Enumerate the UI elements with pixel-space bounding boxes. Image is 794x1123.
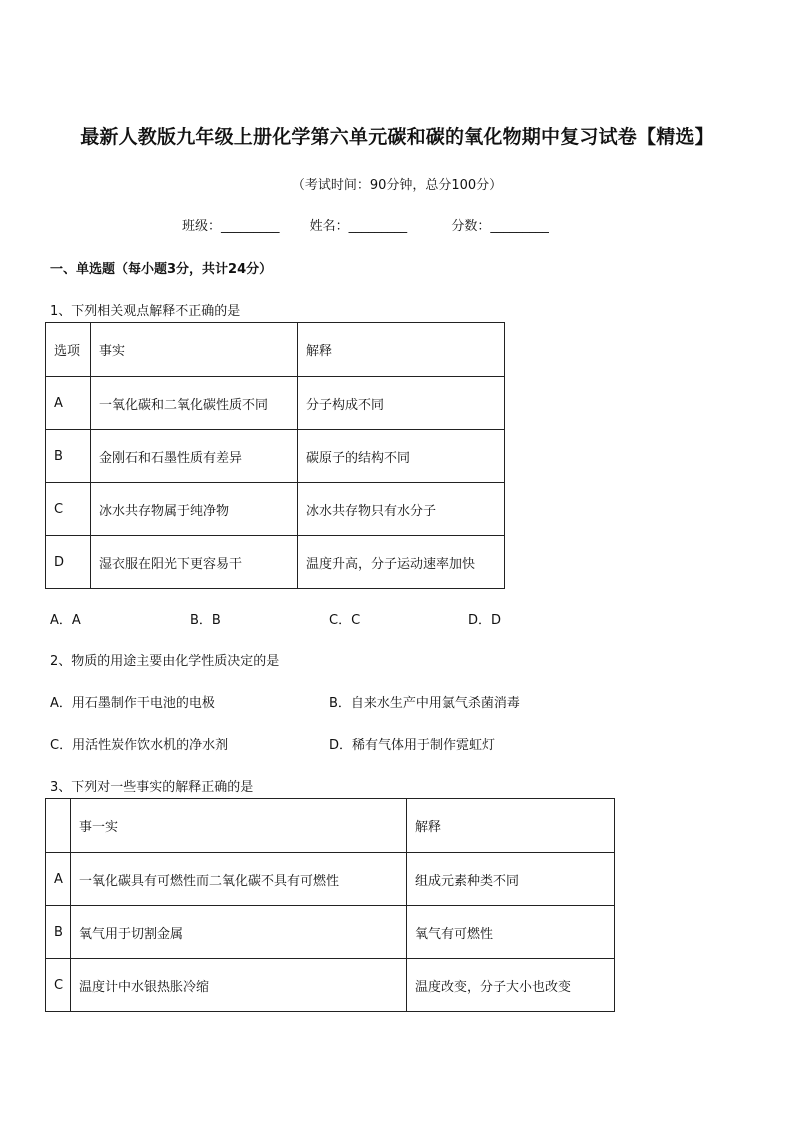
student-info-row <box>182 215 549 234</box>
table-header-cell: 解释 <box>298 323 505 377</box>
table-cell: C <box>46 483 91 536</box>
table-cell: C <box>46 959 71 1012</box>
table-header-cell: 选项 <box>46 323 91 377</box>
table-header-cell: 事一实 <box>71 799 407 853</box>
option-b[interactable]: B．B <box>190 613 221 628</box>
option-c[interactable]: C．用活性炭作饮水机的净水剂 <box>50 738 229 753</box>
option-d[interactable]: D．D <box>468 613 502 628</box>
table-cell: 湿衣服在阳光下更容易干 <box>91 536 298 589</box>
table-header-row <box>46 799 615 853</box>
table-cell: B <box>46 906 71 959</box>
table-cell: 温度计中水银热胀冷缩 <box>71 959 407 1012</box>
option-a[interactable]: A．用石墨制作干电池的电极 <box>50 696 215 711</box>
table-cell: 温度改变，分子大小也改变 <box>407 959 615 1012</box>
table-cell: 温度升高，分子运动速率加快 <box>298 536 505 589</box>
table-row <box>46 853 615 906</box>
table-row <box>46 377 505 430</box>
option-a[interactable]: A．A <box>50 613 81 628</box>
question-3-stem: 3、下列对一些事实的解释正确的是 <box>50 780 254 795</box>
table-header-row <box>46 323 505 377</box>
score-field: 分数：_________ <box>451 219 549 234</box>
question-3-table <box>45 798 615 1012</box>
table-cell: 一氧化碳具有可燃性而二氧化碳不具有可燃性 <box>71 853 407 906</box>
table-header-cell: 事实 <box>91 323 298 377</box>
option-b[interactable]: B．自来水生产中用氯气杀菌消毒 <box>329 696 520 711</box>
table-cell: 一氧化碳和二氧化碳性质不同 <box>91 377 298 430</box>
table-cell: D <box>46 536 91 589</box>
class-field: 班级：_________ <box>182 219 280 234</box>
table-cell: 分子构成不同 <box>298 377 505 430</box>
table-cell: 碳原子的结构不同 <box>298 430 505 483</box>
table-row <box>46 536 505 589</box>
table-row <box>46 430 505 483</box>
table-cell: 组成元素种类不同 <box>407 853 615 906</box>
table-row <box>46 483 505 536</box>
page-title: 最新人教版九年级上册化学第六单元碳和碳的氧化物期中复习试卷【精选】 <box>80 126 714 148</box>
exam-subtitle: （考试时间：90分钟，总分100分） <box>291 178 503 193</box>
table-cell: 冰水共存物属于纯净物 <box>91 483 298 536</box>
table-cell: 氧气有可燃性 <box>407 906 615 959</box>
name-field: 姓名：_________ <box>309 219 408 234</box>
table-cell: 金刚石和石墨性质有差异 <box>91 430 298 483</box>
table-row <box>46 959 615 1012</box>
section-heading: 一、单选题（每小题3分，共计24分） <box>50 262 273 277</box>
table-cell: 氧气用于切割金属 <box>71 906 407 959</box>
table-row <box>46 906 615 959</box>
table-header-cell: 解释 <box>407 799 615 853</box>
question-2-stem: 2、物质的用途主要由化学性质决定的是 <box>50 654 280 669</box>
table-header-cell <box>46 799 71 853</box>
option-c[interactable]: C．C <box>329 613 361 628</box>
question-1-stem: 1、下列相关观点解释不正确的是 <box>50 304 241 319</box>
question-1-table <box>45 322 505 589</box>
table-cell: A <box>46 377 91 430</box>
table-cell: A <box>46 853 71 906</box>
table-cell: B <box>46 430 91 483</box>
option-d[interactable]: D．稀有气体用于制作霓虹灯 <box>329 738 496 753</box>
table-cell: 冰水共存物只有水分子 <box>298 483 505 536</box>
